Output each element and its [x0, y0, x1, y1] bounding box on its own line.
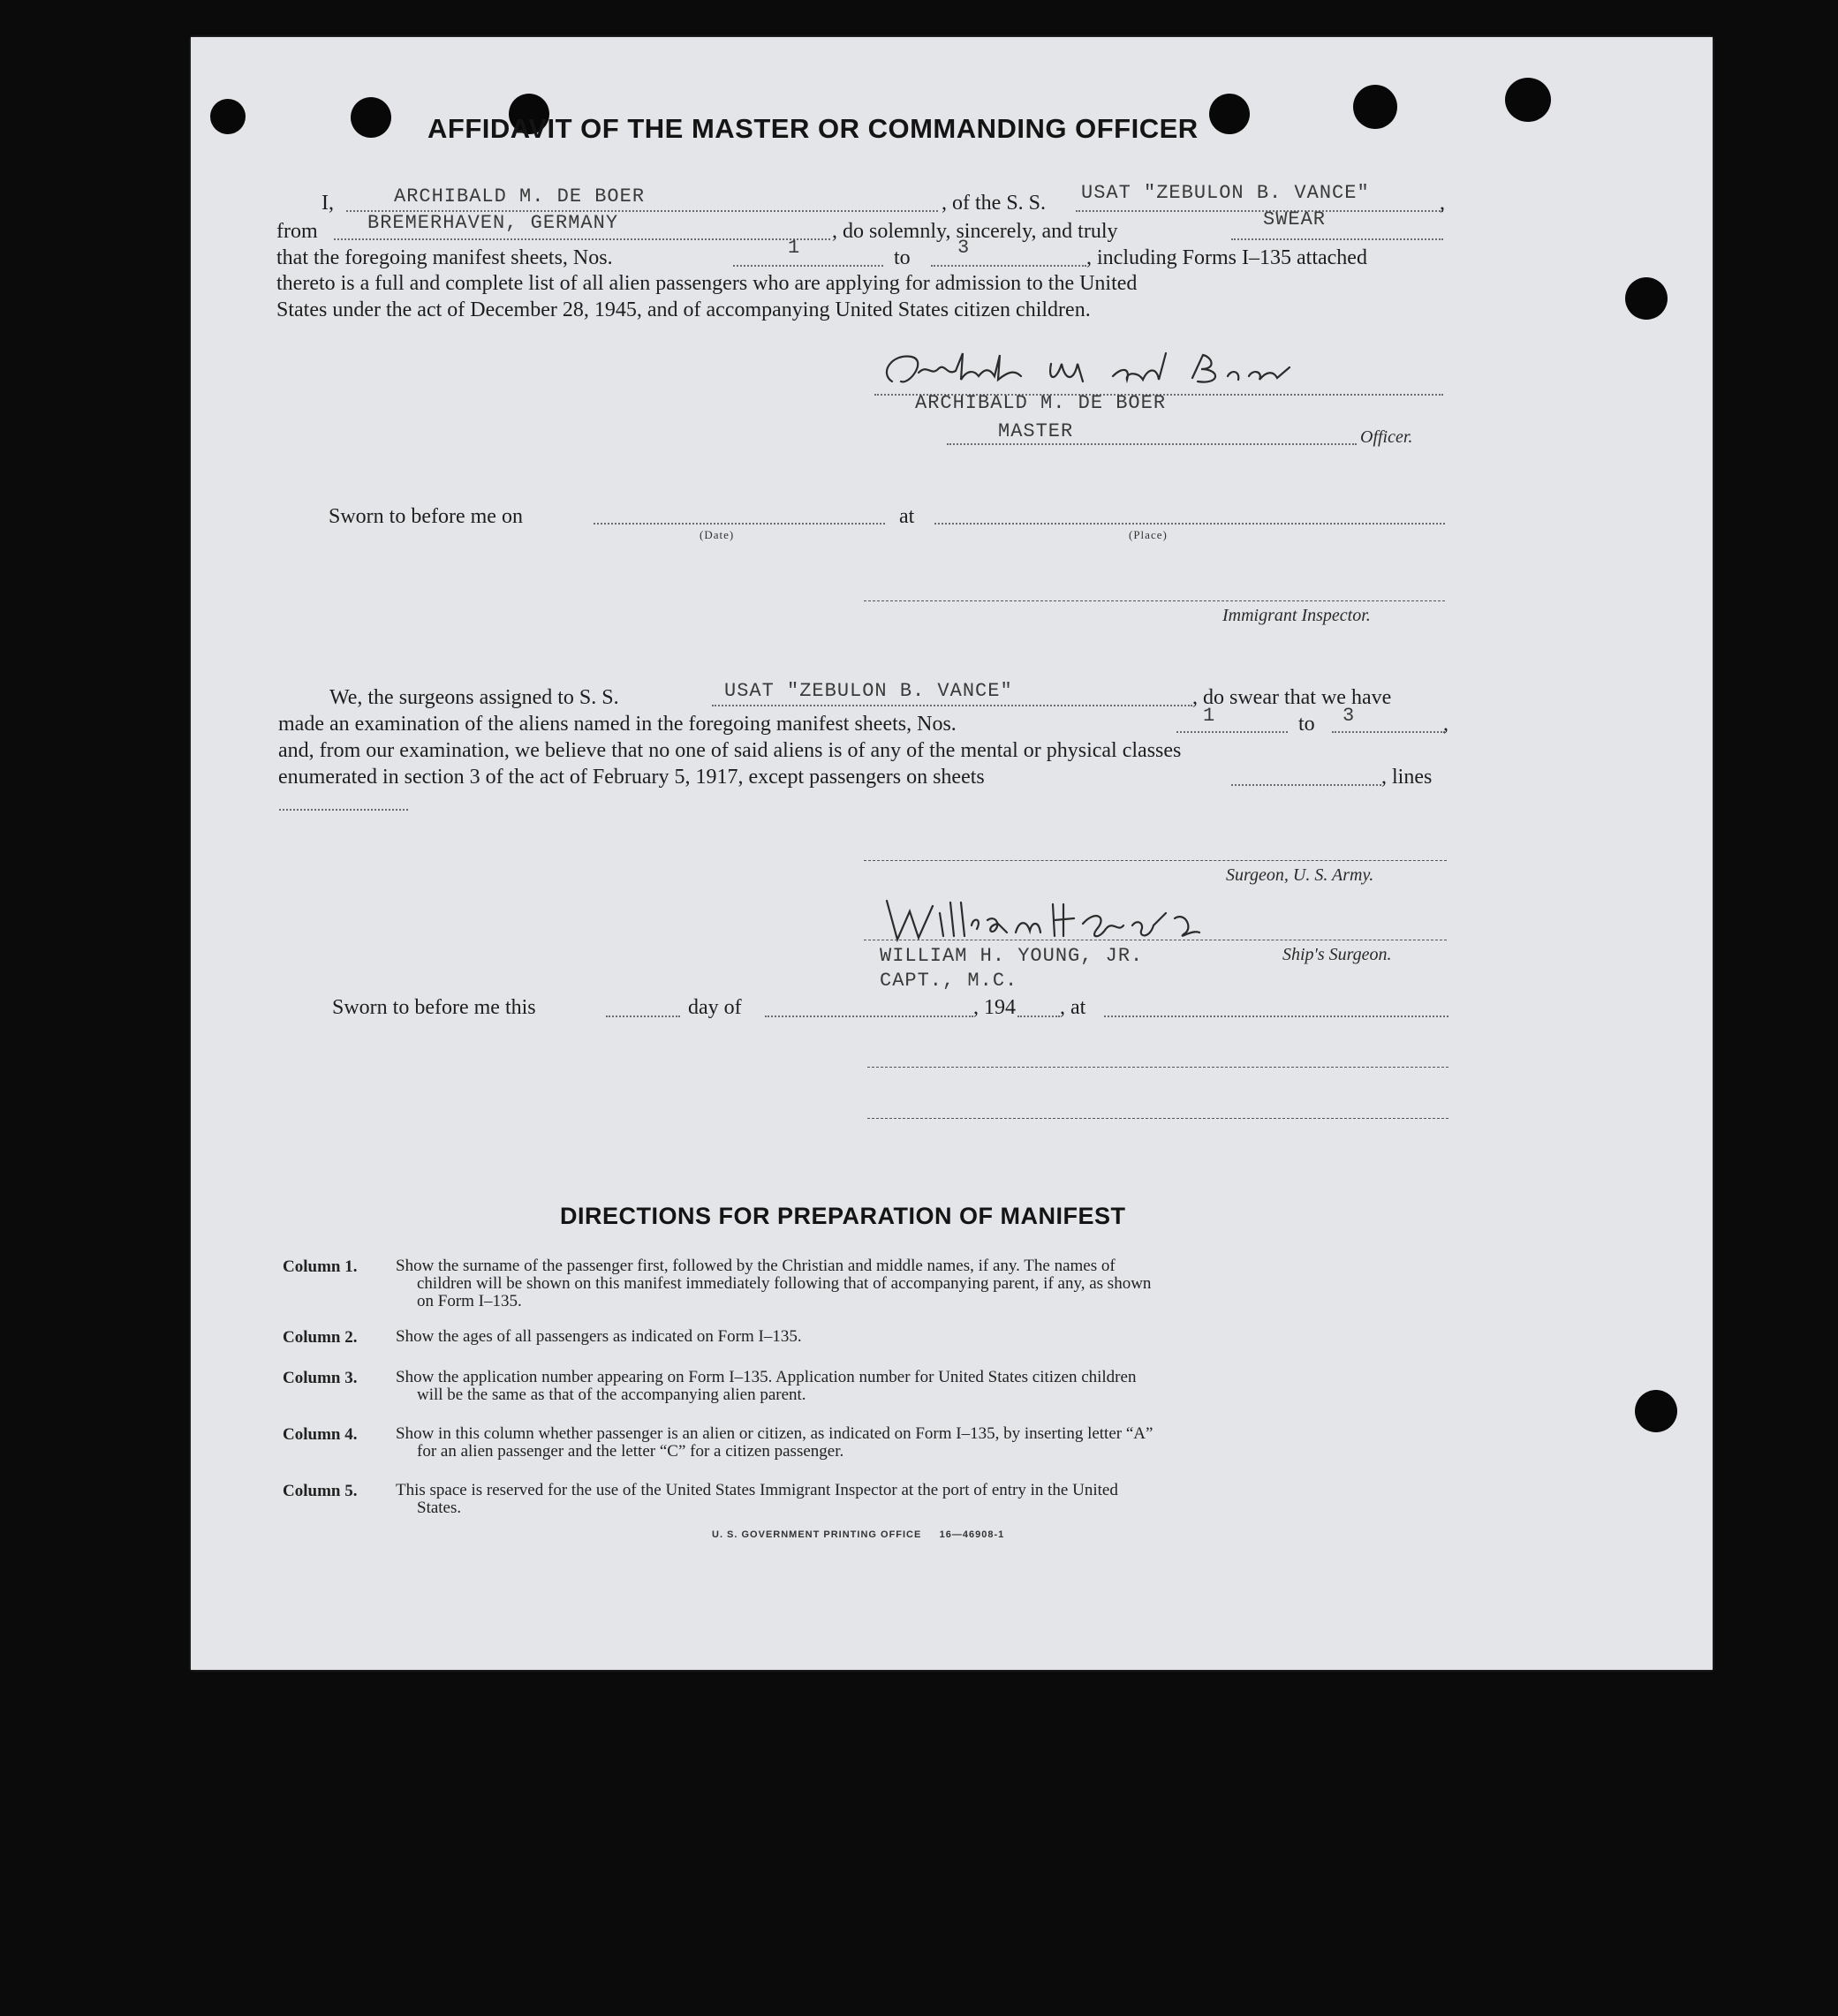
surgeon-sheet-from-line	[1176, 731, 1288, 733]
direction-text	[396, 1369, 1136, 1404]
direction-text	[396, 1328, 802, 1348]
direction-text	[396, 1425, 1153, 1461]
sworn-month-line	[765, 1016, 973, 1017]
text-i: I,	[321, 192, 334, 215]
master-name-field: ARCHIBALD M. DE BOER	[394, 185, 646, 208]
year-text: , 194	[973, 996, 1016, 1019]
sworn-day-line	[606, 1016, 680, 1017]
inspector-sig-line-2	[867, 1118, 1448, 1119]
punch-hole	[351, 97, 391, 138]
inspector-label: Immigrant Inspector.	[1222, 606, 1371, 625]
direction-line: Show the application number appearing on Form I–135. Application number for United States citizen children	[396, 1368, 1137, 1386]
sworn-on-text: Sworn to before me on	[329, 505, 523, 528]
army-surgeon-line	[864, 860, 1447, 861]
sheet-from-line	[733, 265, 883, 267]
except-sheets-line	[1231, 784, 1381, 786]
sheet-to-line	[931, 265, 1086, 267]
swear-text: , do swear that we have	[1192, 686, 1392, 709]
direction-column-5	[283, 1482, 1457, 1517]
direction-label: Column 2.	[283, 1328, 358, 1347]
printing-office-footer: U. S. GOVERNMENT PRINTING OFFICE 16—46908-1	[712, 1529, 1005, 1540]
date-caption: (Date)	[700, 528, 735, 541]
officer-label: Officer.	[1360, 427, 1413, 447]
direction-label: Column 3.	[283, 1369, 358, 1387]
direction-line: Show the surname of the passenger first, followed by the Christian and middle names, if any. The names of	[396, 1257, 1116, 1275]
affidavit-line-5: States under the act of December 28, 1945, and of accompanying United States citizen children.	[276, 298, 1091, 321]
directions-title: DIRECTIONS FOR PREPARATION OF MANIFEST	[560, 1203, 1126, 1229]
surgeons-ship-field: USAT "ZEBULON B. VANCE"	[724, 680, 1013, 702]
direction-label: Column 1.	[283, 1257, 358, 1276]
sworn-at-line-2	[1104, 1016, 1448, 1017]
sworn-at-text: at	[899, 505, 915, 528]
direction-line: States.	[417, 1499, 462, 1517]
punch-hole	[1353, 85, 1397, 129]
affidavit-line-4: thereto is a full and complete list of all alien passengers who are applying for admission to the United	[276, 272, 1138, 295]
text-including: , including Forms I–135 attached	[1086, 246, 1367, 269]
sworn-date-line	[594, 523, 885, 525]
surgeon-sheet-to-line	[1332, 731, 1445, 733]
ship-name-field: USAT "ZEBULON B. VANCE"	[1081, 182, 1370, 204]
ship-surgeon-rank: CAPT., M.C.	[880, 970, 1018, 992]
direction-text	[396, 1257, 1151, 1310]
surgeon-sheet-from: 1	[1203, 705, 1216, 727]
ship-surgeon-name: WILLIAM H. YOUNG, JR.	[880, 945, 1144, 967]
except-lines-line	[279, 809, 408, 811]
direction-label: Column 5.	[283, 1482, 358, 1500]
lines-text: , lines	[1381, 766, 1433, 789]
surgeons-line-3: and, from our examination, we believe that no one of said aliens is of any of the mental or physical classes	[278, 739, 1182, 762]
surgeons-text: We, the surgeons assigned to S. S.	[329, 686, 619, 709]
direction-column-2	[283, 1328, 1457, 1348]
day-of-text: day of	[688, 996, 742, 1019]
direction-line: children will be shown on this manifest immediately following that of accompanying parent, if any, as shown	[417, 1274, 1152, 1293]
master-sig-name: ARCHIBALD M. DE BOER	[915, 392, 1167, 414]
inspector-sig-line-1	[867, 1067, 1448, 1068]
sworn-at-text-2: , at	[1060, 996, 1086, 1019]
direction-column-4	[283, 1425, 1457, 1461]
comma: ,	[1440, 192, 1445, 215]
direction-text	[396, 1482, 1118, 1517]
ship-name-line	[1076, 210, 1443, 212]
sworn-year-line	[1017, 1016, 1060, 1017]
text-solemnly: , do solemnly, sincerely, and truly	[832, 220, 1118, 243]
master-sig-title: MASTER	[998, 420, 1074, 442]
punch-hole	[1625, 277, 1668, 320]
punch-hole	[1635, 1390, 1677, 1432]
surgeons-ship-line	[712, 705, 1192, 706]
officer-line	[947, 443, 1357, 445]
direction-line: for an alien passenger and the letter “C” for a citizen passenger.	[417, 1442, 844, 1461]
direction-column-3	[283, 1369, 1457, 1404]
inspector-line	[864, 600, 1445, 601]
punch-hole	[210, 99, 246, 134]
direction-line: will be the same as that of the accompanying alien parent.	[417, 1386, 806, 1404]
direction-label: Column 4.	[283, 1425, 358, 1444]
ship-surgeon-label: Ship's Surgeon.	[1282, 945, 1392, 964]
sworn-place-line	[934, 523, 1445, 525]
direction-line: Show in this column whether passenger is an alien or citizen, as indicated on Form I–135, by inserting letter “A”	[396, 1424, 1153, 1443]
comma: ,	[1443, 713, 1448, 736]
army-surgeon-label: Surgeon, U. S. Army.	[1226, 865, 1374, 885]
sworn-this-text: Sworn to before me this	[332, 996, 536, 1019]
ship-surgeon-signature	[874, 894, 1316, 952]
affidavit-title: AFFIDAVIT OF THE MASTER OR COMMANDING OFFICER	[427, 113, 1199, 144]
surgeon-sheet-to: 3	[1343, 705, 1356, 727]
place-caption: (Place)	[1129, 528, 1168, 541]
sheet-to-field: 3	[957, 237, 971, 259]
directions-list	[283, 1257, 1457, 1517]
made-examination-text: made an examination of the aliens named in the foregoing manifest sheets, Nos.	[278, 713, 957, 736]
text-that: that the foregoing manifest sheets, Nos.	[276, 246, 613, 269]
punch-hole	[1209, 94, 1250, 134]
direction-line: on Form I–135.	[417, 1292, 522, 1310]
from-port-line	[334, 238, 830, 240]
surgeon-to-text: to	[1298, 713, 1315, 736]
direction-line: This space is reserved for the use of the United States Immigrant Inspector at the port of entry in the United	[396, 1481, 1118, 1499]
sheet-from-field: 1	[788, 237, 801, 259]
direction-line: Show the ages of all passengers as indicated on Form I–135.	[396, 1327, 802, 1346]
text-of-ss: , of the S. S.	[942, 192, 1047, 215]
text-from: from	[276, 220, 318, 243]
oath-field: SWEAR	[1263, 208, 1327, 230]
punch-hole	[1505, 78, 1551, 122]
direction-column-1	[283, 1257, 1457, 1310]
enumerated-text: enumerated in section 3 of the act of February 5, 1917, except passengers on sheets	[278, 766, 985, 789]
oath-line	[1231, 238, 1443, 240]
from-port-field: BREMERHAVEN, GERMANY	[367, 212, 619, 234]
text-to: to	[894, 246, 911, 269]
